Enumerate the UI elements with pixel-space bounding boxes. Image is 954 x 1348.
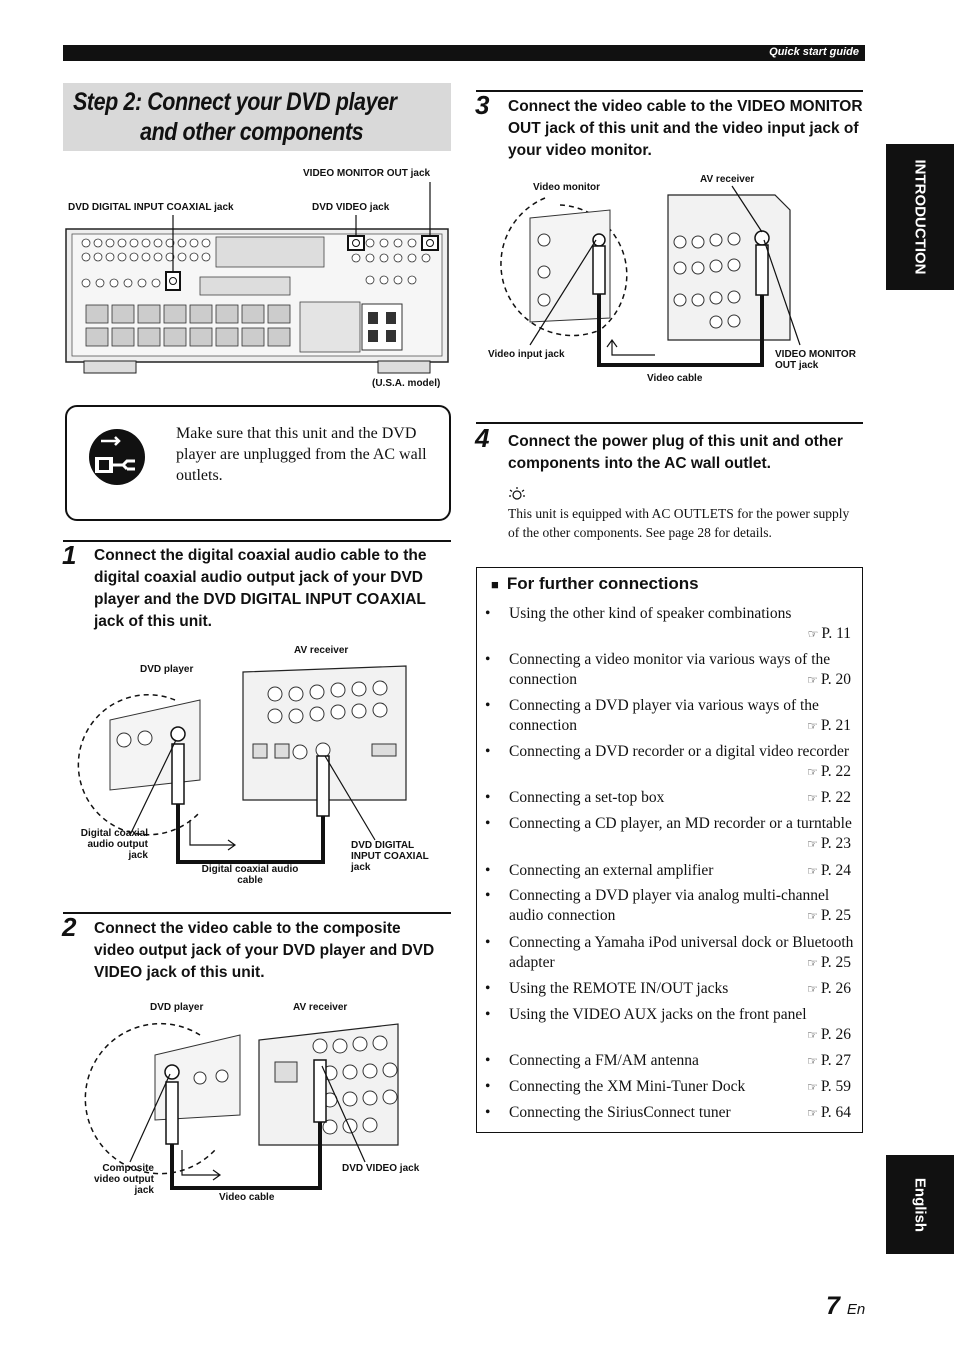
further-item-page: P. 25 [820, 907, 851, 924]
label-dvd-digital: DVD DIGITAL INPUT COAXIAL jack [68, 202, 234, 213]
pointing-hand-icon: ☞ [807, 791, 821, 805]
pointing-hand-icon: ☞ [807, 1028, 821, 1042]
s2-label-cable: Video cable [219, 1192, 275, 1203]
pointing-hand-icon: ☞ [807, 1054, 821, 1068]
further-item-page: P. 11 [821, 625, 851, 642]
further-item-page-ref[interactable] [807, 861, 851, 881]
further-item-text: Connecting a DVD player via analog multi-channel audio connection [509, 887, 830, 924]
page-suffix: En [846, 1301, 866, 1318]
step3-number: 3 [475, 90, 490, 120]
further-item-page-ref[interactable] [807, 1051, 851, 1071]
s2-label-input: DVD VIDEO jack [342, 1163, 420, 1174]
further-item-page: P. 26 [820, 980, 851, 997]
further-item-text: Connecting a DVD recorder or a digital video recorder [509, 743, 850, 760]
further-item-page: P. 22 [820, 789, 851, 806]
s2-label-av-receiver: AV receiver [293, 1002, 348, 1013]
bullet: • [485, 1006, 491, 1023]
tab-introduction-label: INTRODUCTION [911, 159, 929, 275]
tab-english-label: English [911, 1177, 929, 1232]
pointing-hand-icon: ☞ [807, 864, 821, 878]
step2-number: 2 [62, 912, 77, 942]
further-item-page: P. 64 [820, 1104, 851, 1121]
step1-number: 1 [62, 540, 77, 570]
bullet: • [485, 1104, 491, 1121]
further-item-page-ref[interactable] [807, 762, 851, 782]
bullet: • [485, 887, 491, 904]
bullet: • [485, 934, 491, 951]
bullet: • [485, 605, 491, 622]
further-item-page-ref[interactable] [807, 979, 851, 999]
caution-text: Make sure that this unit and the DVD player are unplugged from the AC wall outlets. [176, 425, 427, 484]
bullet: • [485, 862, 491, 879]
further-item-page: P. 20 [820, 671, 851, 688]
page-number [826, 1292, 865, 1321]
s1-label-cable: Digital coaxial audio cable [201, 864, 299, 886]
further-item-text: Connecting a video monitor via various ways of the connection [509, 651, 831, 688]
further-item-page: P. 23 [820, 835, 851, 852]
bullet: • [485, 651, 491, 668]
further-item-page: P. 26 [820, 1026, 851, 1043]
bullet: • [485, 815, 491, 832]
further-item-page-ref[interactable] [807, 834, 851, 854]
further-heading: ■ For further connections [491, 574, 699, 593]
tip-lightbulb-icon [508, 486, 526, 502]
step3-diagram [0, 0, 954, 400]
further-item-page: P. 59 [820, 1078, 851, 1095]
tab-english[interactable] [886, 1155, 954, 1254]
s3-label-monitor: Video monitor [533, 182, 601, 193]
bullet: • [485, 1052, 491, 1069]
further-item-text: Using the VIDEO AUX jacks on the front panel [509, 1006, 807, 1023]
tab-introduction[interactable] [886, 144, 954, 290]
step1-text: Connect the digital coaxial audio cable to the digital coaxial audio output jack of your DVD player and the DVD DIGITAL INPUT COAXIAL jack of this unit. [94, 547, 427, 630]
further-item-text: Connecting a DVD player via various ways of the connection [509, 697, 819, 734]
further-item-page: P. 22 [820, 763, 851, 780]
step2-text: Connect the video cable to the composite video output jack of your DVD player and DVD VIDEO jack of this unit. [94, 920, 435, 981]
pointing-hand-icon: ☞ [807, 909, 821, 923]
further-item-text: Connecting the XM Mini-Tuner Dock [509, 1078, 746, 1095]
bullet: • [485, 697, 491, 714]
s1-label-output: Digital coaxial audio output jack [80, 828, 148, 861]
step4-rule [476, 422, 863, 424]
further-item-page-ref[interactable] [807, 1103, 851, 1123]
title-line1: Step 2: Connect your DVD player [73, 88, 397, 116]
pointing-hand-icon: ☞ [807, 1080, 821, 1094]
title-line2: and other components [140, 118, 364, 146]
further-item-text: Connecting a Yamaha iPod universal dock or Bluetooth adapter [509, 934, 854, 971]
step3-text: Connect the video cable to the VIDEO MONITOR OUT jack of this unit and the video input jack of your video monitor. [508, 98, 863, 159]
bullet: • [485, 1078, 491, 1095]
header-label: Quick start guide [769, 46, 859, 58]
pointing-hand-icon: ☞ [807, 982, 821, 996]
further-item-page: P. 24 [820, 862, 851, 879]
further-item-page: P. 25 [820, 954, 851, 971]
s3-label-input: Video input jack [488, 349, 565, 360]
step4-text: Connect the power plug of this unit and other components into the AC wall outlet. [508, 433, 843, 472]
pointing-hand-icon: ☞ [807, 837, 821, 851]
pointing-hand-icon: ☞ [807, 719, 821, 733]
further-item-page-ref[interactable] [807, 670, 851, 690]
s1-label-dvd-player: DVD player [140, 664, 194, 675]
further-item-text: Connecting the SiriusConnect tuner [509, 1104, 731, 1121]
further-item-text: Connecting a FM/AM antenna [509, 1052, 699, 1069]
further-item-page-ref[interactable] [807, 788, 851, 808]
further-item-text: Connecting a set-top box [509, 789, 665, 806]
pointing-hand-icon: ☞ [807, 673, 821, 687]
s3-label-av-receiver: AV receiver [700, 174, 755, 185]
s3-label-cable: Video cable [647, 373, 703, 384]
further-item-text: Connecting an external amplifier [509, 862, 714, 879]
page-num: 7 [826, 1292, 840, 1320]
further-item-page: P. 27 [820, 1052, 851, 1069]
further-item-text: Connecting a CD player, an MD recorder or a turntable [509, 815, 852, 832]
s1-label-av-receiver: AV receiver [294, 645, 349, 656]
s2-label-dvd-player: DVD player [150, 1002, 204, 1013]
further-item-page-ref[interactable] [807, 953, 851, 973]
further-connections-box [476, 567, 863, 1133]
bullet: • [485, 743, 491, 760]
label-model: (U.S.A. model) [372, 378, 441, 389]
pointing-hand-icon: ☞ [807, 765, 821, 779]
s1-label-input: DVD DIGITAL INPUT COAXIAL jack [351, 840, 429, 873]
step4-tip: This unit is equipped with AC OUTLETS for the power supply of the other components. See page 28 for details. [508, 506, 850, 540]
further-item-page: P. 21 [820, 717, 851, 734]
bullet: • [485, 980, 491, 997]
further-item-page-ref[interactable] [808, 624, 851, 644]
pointing-hand-icon: ☞ [807, 627, 822, 641]
step4-number: 4 [475, 423, 490, 453]
further-item-page-ref[interactable] [807, 906, 851, 926]
further-item-page-ref[interactable] [807, 716, 851, 736]
s2-label-output: Composite video output jack [94, 1163, 154, 1196]
pointing-hand-icon: ☞ [807, 1106, 821, 1120]
further-item-page-ref[interactable] [807, 1025, 851, 1045]
s3-label-output: VIDEO MONITOR OUT jack [775, 349, 856, 371]
bullet: • [485, 789, 491, 806]
further-item-text: Using the REMOTE IN/OUT jacks [509, 980, 729, 997]
pointing-hand-icon: ☞ [807, 956, 821, 970]
further-item-text: Using the other kind of speaker combinations [509, 605, 792, 622]
further-item-page-ref[interactable] [807, 1077, 851, 1097]
label-dvd-video: DVD VIDEO jack [312, 202, 390, 213]
label-video-monitor-out: VIDEO MONITOR OUT jack [303, 168, 431, 179]
